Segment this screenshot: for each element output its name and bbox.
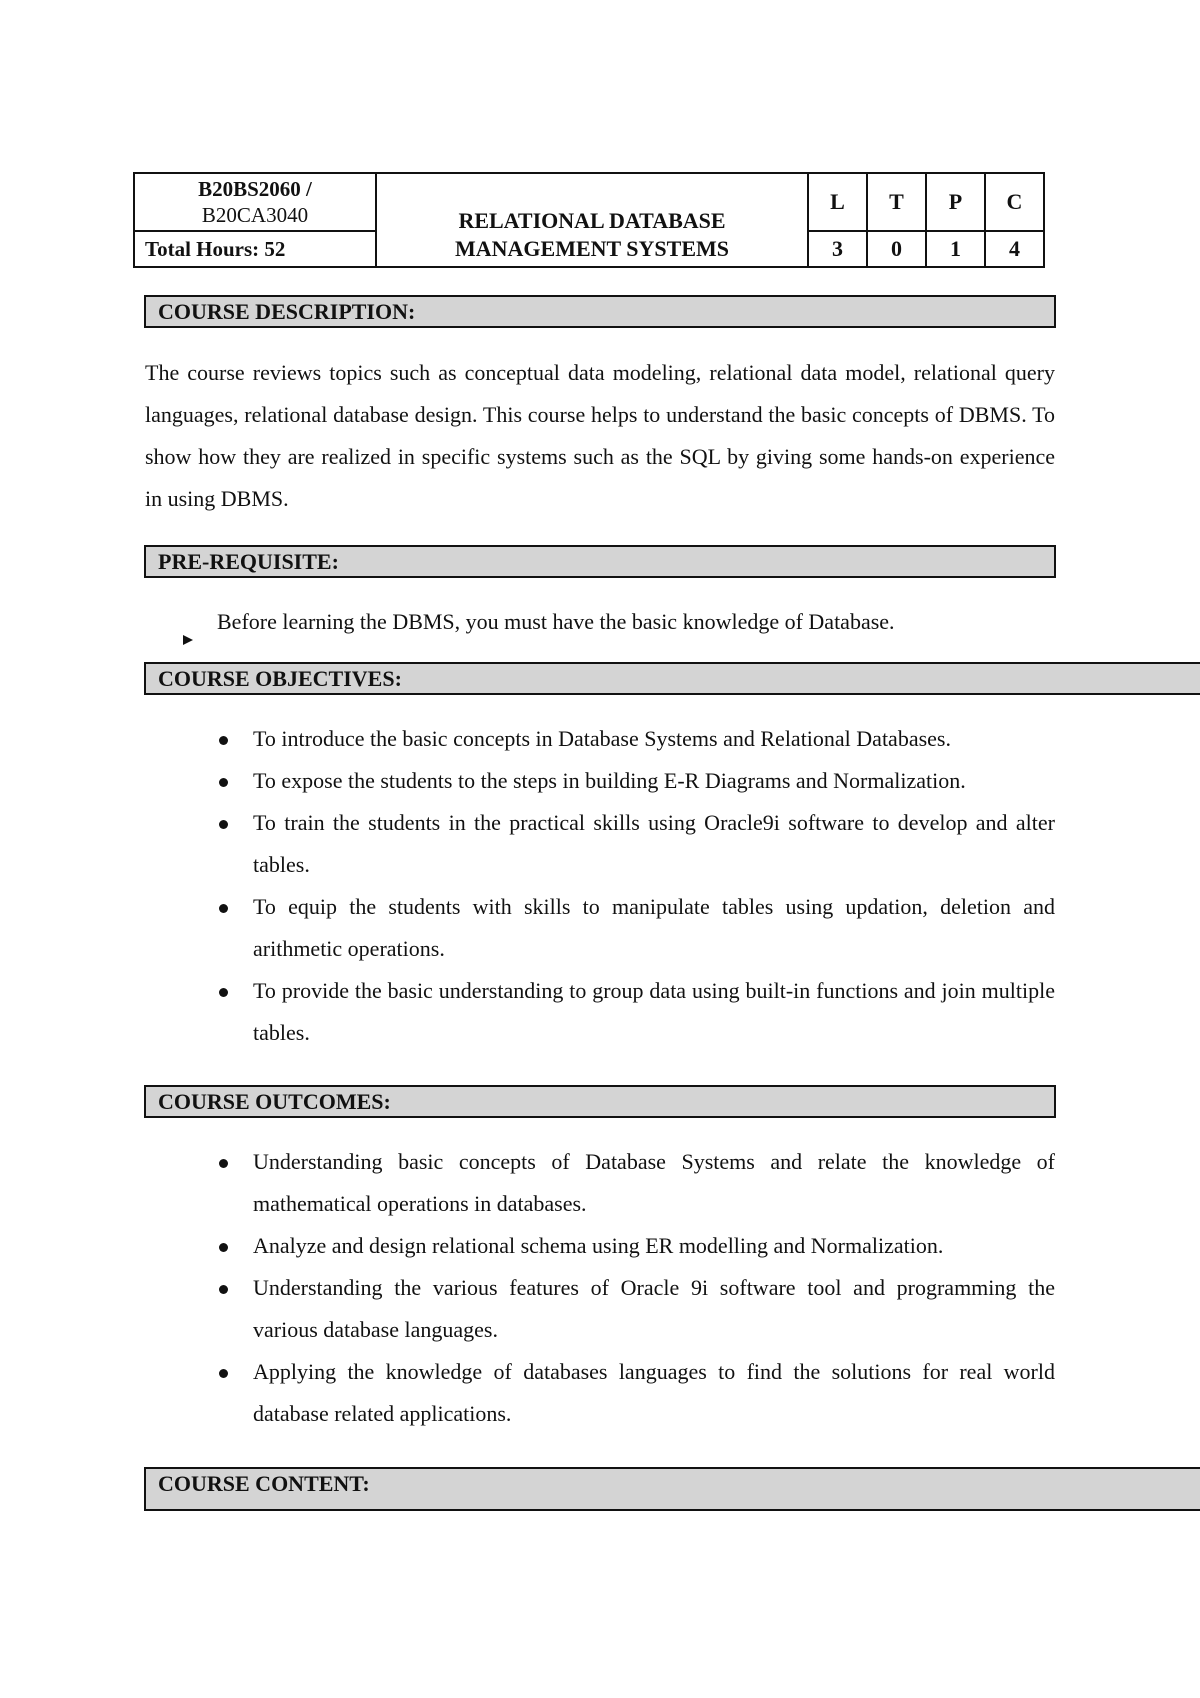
list-item: Analyze and design relational schema using ER modelling and Normalization. <box>253 1225 1055 1267</box>
section-heading-prerequisite: PRE-REQUISITE: <box>144 545 1056 578</box>
list-item: Before learning the DBMS, you must have the basic knowledge of Database. <box>217 601 1047 643</box>
bullet-icon <box>219 988 228 997</box>
ltpc-label-p: P <box>926 173 985 231</box>
bullet-icon <box>219 736 228 745</box>
bullet-icon <box>219 1285 228 1294</box>
prerequisite-list <box>217 601 1047 643</box>
ltpc-label-l: L <box>808 173 867 231</box>
bullet-icon <box>219 778 228 787</box>
list-item: To expose the students to the steps in building E-R Diagrams and Normalization. <box>253 760 1055 802</box>
list-item: Understanding the various features of Oracle 9i software tool and programming the various database languages. <box>253 1267 1055 1351</box>
course-title-cell <box>376 173 808 267</box>
course-code-primary: B20BS2060 / <box>198 177 312 201</box>
course-header-table <box>133 172 1045 268</box>
course-title-line1: RELATIONAL DATABASE <box>458 208 726 233</box>
section-heading-objectives: COURSE OBJECTIVES: <box>144 662 1200 695</box>
course-code-cell <box>134 173 376 231</box>
total-hours-cell: Total Hours: 52 <box>134 231 376 267</box>
bullet-icon <box>219 904 228 913</box>
ltpc-value-p: 1 <box>926 231 985 267</box>
objectives-list <box>253 718 1055 1054</box>
section-heading-content: COURSE CONTENT: <box>144 1467 1200 1511</box>
ltpc-label-c: C <box>985 173 1044 231</box>
list-item: To introduce the basic concepts in Database Systems and Relational Databases. <box>253 718 1055 760</box>
course-title-line2: MANAGEMENT SYSTEMS <box>454 236 730 261</box>
bullet-icon <box>219 1159 228 1168</box>
list-item: To train the students in the practical skills using Oracle9i software to develop and alter tables. <box>253 802 1055 886</box>
list-item: Applying the knowledge of databases languages to find the solutions for real world database related applications. <box>253 1351 1055 1435</box>
ltpc-label-t: T <box>867 173 926 231</box>
list-item: Understanding basic concepts of Database Systems and relate the knowledge of mathematical operations in databases. <box>253 1141 1055 1225</box>
list-item: To provide the basic understanding to group data using built-in functions and join multiple tables. <box>253 970 1055 1054</box>
outcomes-list <box>253 1141 1055 1435</box>
arrow-bullet-icon <box>183 617 194 626</box>
section-heading-description: COURSE DESCRIPTION: <box>144 295 1056 328</box>
ltpc-value-c: 4 <box>985 231 1044 267</box>
course-description-text: The course reviews topics such as conceptual data modeling, relational data model, relational query languages, relational database design. This course helps to understand the basic concepts of DBMS. To show how they are realized in specific systems such as the SQL by giving some hands-on experience in using DBMS. <box>145 360 1055 511</box>
list-item: To equip the students with skills to manipulate tables using updation, deletion and arithmetic operations. <box>253 886 1055 970</box>
ltpc-value-t: 0 <box>867 231 926 267</box>
bullet-icon <box>219 1369 228 1378</box>
bullet-icon <box>219 1243 228 1252</box>
course-code-secondary: B20CA3040 <box>201 203 309 227</box>
bullet-icon <box>219 820 228 829</box>
section-heading-outcomes: COURSE OUTCOMES: <box>144 1085 1056 1118</box>
ltpc-value-l: 3 <box>808 231 867 267</box>
